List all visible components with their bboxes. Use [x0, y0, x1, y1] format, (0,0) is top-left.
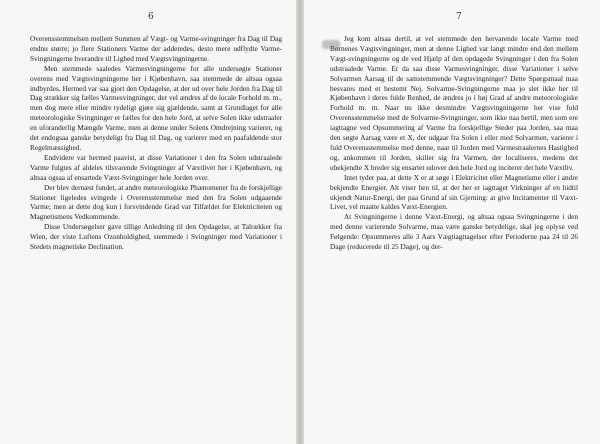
- paragraph: At Svingningerne i denne Væxt-Energi, og altsaa ogsaa Svingningerne i den med denne varierende Solvarme, maa være ganske betydelige, skal jeg oplyse ved Følgende: Opsummeres alle 3 Aars Vægtiagttagelser efter Perioderne paa 24 til 26 Dage (reducerede til 25 Dage), og der-: [330, 212, 578, 252]
- paragraph: Intet tyder paa, at dette X er at søge i Elektricitet eller Magnetisme eller i andre bekjendte Energier. Alt viser hen til, at der her er iagttaget Virkninger af en hidtil ukjendt Natur-Energi, der paa Grund af sin Gjerning: at give Incitamenter til Væxt-Livet, vel maatte kaldes Væxt-Energien.: [330, 172, 578, 212]
- paragraph: Overensstemmelsen mellem Summen af Vægt- og Varme-svingninger fra Dag til Dag endnu større; jo flere Stationers Varme der adderedes, desto mere udflydte Varme-Svingningerne hverandre til Lighed med Vægtsvingningerne.: [30, 34, 282, 63]
- right-page: [300, 0, 600, 444]
- paragraph: Men stemmede saaledes Varmesvingningerne for alle undersøgte Stationer overens med Vægtsvingningerne her i Kjøbenhavn, saa stemmede de altsaa ogsaa indbyrdes. Hermed var saa gjort den Opdagelse, at der ud over hele Jorden fra Dag til Dag strækker sig fælles Varmesvingninger, der vel ændres af de locale Forhold m. m., men dog mere eller mindre tydeligt gjøre sig gjældende, samt at Grundlaget for alle meteorologiske Svingninger er fælles for den hele Jord, at selve Solen ikke udstraaler en uforanderlig Mængde Varme, men at denne under Solens Omdrejning varierer, og det endogsaa ganske betydeligt fra Dag til Dag, og varierer med en paafaldende stor Regelmæssighed.: [30, 63, 282, 152]
- page-body: [30, 34, 282, 252]
- book-gutter: [296, 0, 304, 444]
- paragraph: Jeg kom altsaa dertil, at vel stemmede den hervarende locale Varme med Børnenes Vægtsvingninger, men at denne Lighed var langt mindre end den mellem Vægt-svingningerne og de ved Hjælp af den opdagede Svingninger i den fra Solen udstraalede Varme. Er da saa disse Varmesvingninger, disse Variationer i selve Solvarmen Aarsag til de samstemmende Vægtsvingninger? Dette Spørgsmaal maa besvares med et bestemt Nej. Solvarme-Svingningerne maa jo slet ikke her til Kjøbenhavn i deres fulde Renhed, de ændres jo i høj Grad af andre meteorologiske Forhold m. m. Naar nu ikke desmindre Vægtsvingningerne her vise fuld Overensstemmelse med de Solvarme-Svingninger, som ikke naa hertil, men som ere iagttagne ved Opsummering af Varme fra forskjellige Steder paa Jorden, saa maa den søgte Aarsag være et X, der udgaar fra Solen i eller med Solvarmen, varierer i fuld Overensstemmelse med denne, naar til Jorden med Varmestraalernes Hastighed og, ankommen til Jorden, skiller sig fra Varmen, der localiseres, medens det ubekjendte X breder sig ensartet udover den hele Jord og inciterer det hele Væxtliv.: [330, 34, 578, 172]
- paragraph: Disse Undersøgelser gave tillige Anledning til den Opdagelse, at Talrækker fra Wien, der viste Luftens Ozonholdighed, stemmede i Svingninger med Variationer i Stedets magnetiske Declination.: [30, 222, 282, 252]
- ink-smudge: [322, 40, 340, 49]
- page-body: [330, 34, 578, 252]
- paragraph: Der blev dernæst fundet, at andre meteorologiske Phænomener fra de forskjellige Stationer ligeledes svingede i Overensstemmelse med den fra Solen udgaaende Varme; men at dette dog kun i forsvindende Grad var Tilfældet for Elektriciteten og Magnetismens Vedkommende.: [30, 182, 282, 222]
- paragraph: Endvidere var hermed paavist, at disse Variationer i den fra Solen udstraalede Varme fulgtes af aldeles tilsvarende Svingninger af Væxtlivet her i Kjøbenhavn, og altsaa ogsaa af ensartede Væxt-Svingninger hele Jorden over.: [30, 152, 282, 182]
- page-number: 6: [148, 12, 154, 22]
- page-number: 7: [456, 12, 462, 22]
